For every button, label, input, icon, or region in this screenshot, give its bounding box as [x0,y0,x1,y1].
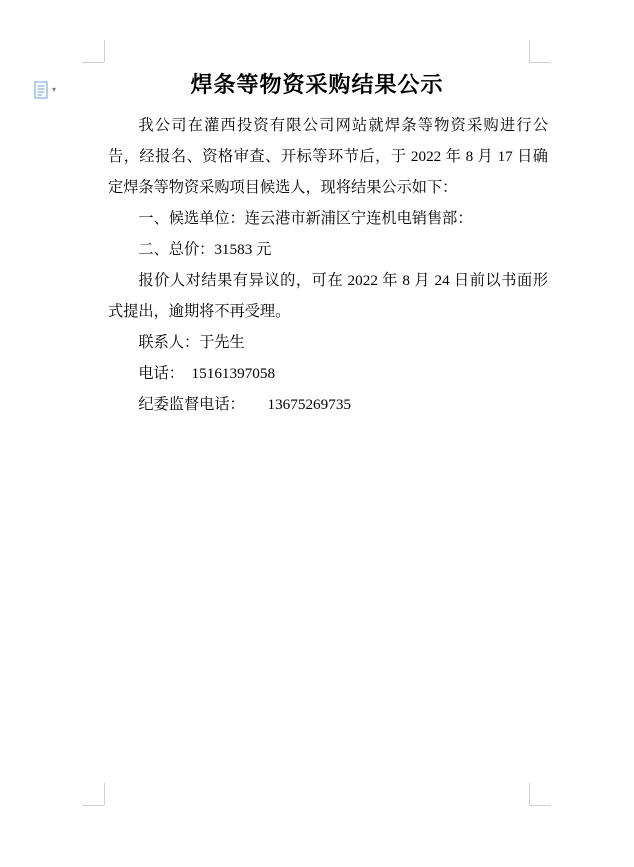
paragraph-phone: 电话： 15161397058 [138,365,276,382]
page-title: 焊条等物资采购结果公示 [190,72,444,97]
document-body [108,110,548,420]
paragraph-contact-person: 联系人：于先生 [138,334,245,351]
paragraph-objection-notice: 报价人对结果有异议的，可在 2022 年 8 月 24 日前以书面形式提出，逾期将不再受理。 [108,272,548,320]
chevron-down-icon[interactable]: ▾ [52,85,57,94]
paragraph-total-price: 二、总价：31583 元 [138,241,272,258]
crop-mark-top-right-vertical [529,40,530,62]
crop-mark-bottom-right-vertical [529,783,530,805]
crop-mark-top-right-horizontal [529,62,551,63]
crop-mark-top-left-horizontal [82,62,104,63]
crop-mark-bottom-left-vertical [104,783,105,805]
crop-mark-top-left-vertical [104,40,105,62]
contact-block [108,327,548,420]
crop-mark-bottom-right-horizontal [529,805,551,806]
paragraph-supervision-phone: 纪委监督电话： 13675269735 [138,396,352,413]
paragraph-candidate-unit: 一、候选单位：连云港市新浦区宁连机电销售部： [138,210,473,227]
crop-mark-bottom-left-horizontal [82,805,104,806]
paragraph-intro: 我公司在灌西投资有限公司网站就焊条等物资采购进行公告，经报名、资格审查、开标等环节后，于 2022 年 8 月 17 日确定焊条等物资采购项目候选人，现将结果公示如下： [108,117,548,196]
